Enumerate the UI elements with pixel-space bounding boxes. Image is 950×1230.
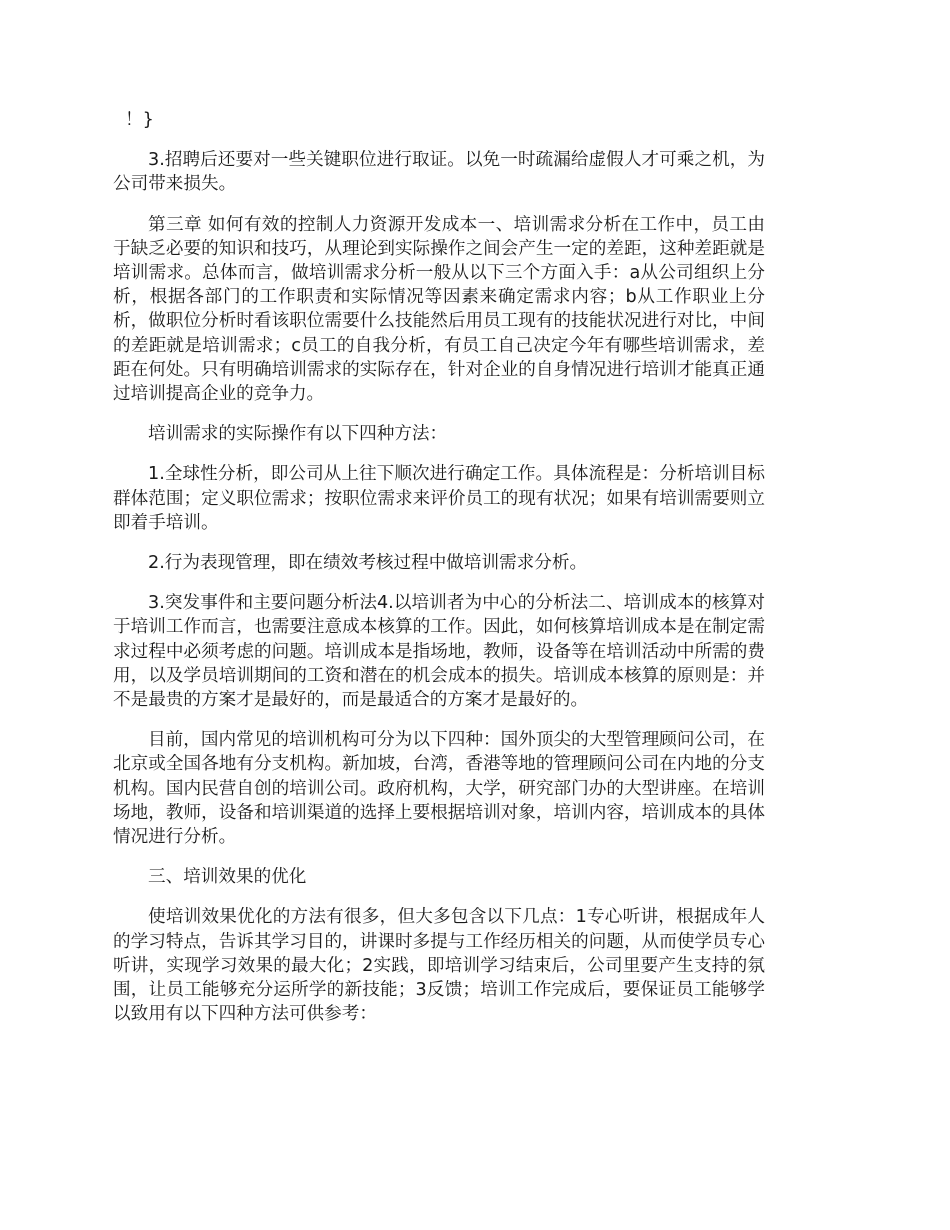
document-body	[113, 108, 765, 1027]
section-heading: 三、培训效果的优化	[148, 867, 307, 888]
paragraph-fragment: ！}	[125, 110, 154, 130]
paragraph: 第三章 如何有效的控制人力资源开发成本一、培训需求分析在工作中，员工由于缺乏必要的知识和技巧，从理论到实际操作之间会产生一定的差距，这种差距就是培训需求。总体而言，做培训需求分析一般从以下三个方面入手：a从公司组织上分析，根据各部门的工作职责和实际情况等因素来确定需求内容；b从工作职业上分析，做职位分析时看该职位需要什么技能然后用员工现有的技能状况进行对比，中间的差距就是培训需求；c员工的自我分析，有员工自己决定今年有哪些培训需求，差距在何处。只有明确培训需求的实际存在，针对企业的自身情况进行培训才能真正通过培训提高企业的竞争力。	[113, 214, 765, 405]
paragraph: 3.招聘后还要对一些关键职位进行取证。以免一时疏漏给虚假人才可乘之机，为公司带来损失。	[113, 150, 765, 195]
paragraph: 培训需求的实际操作有以下四种方法：	[148, 424, 448, 445]
paragraph: 3.突发事件和主要问题分析法4.以培训者为中心的分析法二、培训成本的核算对于培训工作而言，也需要注意成本核算的工作。因此，如何核算培训成本是在制定需求过程中必须考虑的问题。培训成本是指场地，教师，设备等在培训活动中所需的费用，以及学员培训期间的工资和潜在的机会成本的损失。培训成本核算的原则是：并不是最贵的方案才是最好的，而是最适合的方案才是最好的。	[113, 593, 765, 711]
paragraph: 2.行为表现管理，即在绩效考核过程中做培训需求分析。	[148, 553, 588, 574]
paragraph: 使培训效果优化的方法有很多，但大多包含以下几点：1专心听讲，根据成年人的学习特点，告诉其学习目的，讲课时多提与工作经历相关的问题，从而使学员专心听讲，实现学习效果的最大化；2实践，即培训学习结束后，公司里要产生支持的氛围，让员工能够充分运所学的新技能；3反馈；培训工作完成后，要保证员工能够学以致用有以下四种方法可供参考：	[113, 907, 765, 1025]
paragraph: 1.全球性分析，即公司从上往下顺次进行确定工作。具体流程是：分析培训目标群体范围；定义职位需求；按职位需求来评价员工的现有状况；如果有培训需要则立即着手培训。	[113, 464, 765, 533]
paragraph: 目前，国内常见的培训机构可分为以下四种：国外顶尖的大型管理顾问公司，在北京或全国各地有分支机构。新加坡，台湾，香港等地的管理顾问公司在内地的分支机构。国内民营自创的培训公司。政府机构，大学，研究部门办的大型讲座。在培训场地，教师，设备和培训渠道的选择上要根据培训对象，培训内容，培训成本的具体情况进行分析。	[113, 730, 765, 848]
